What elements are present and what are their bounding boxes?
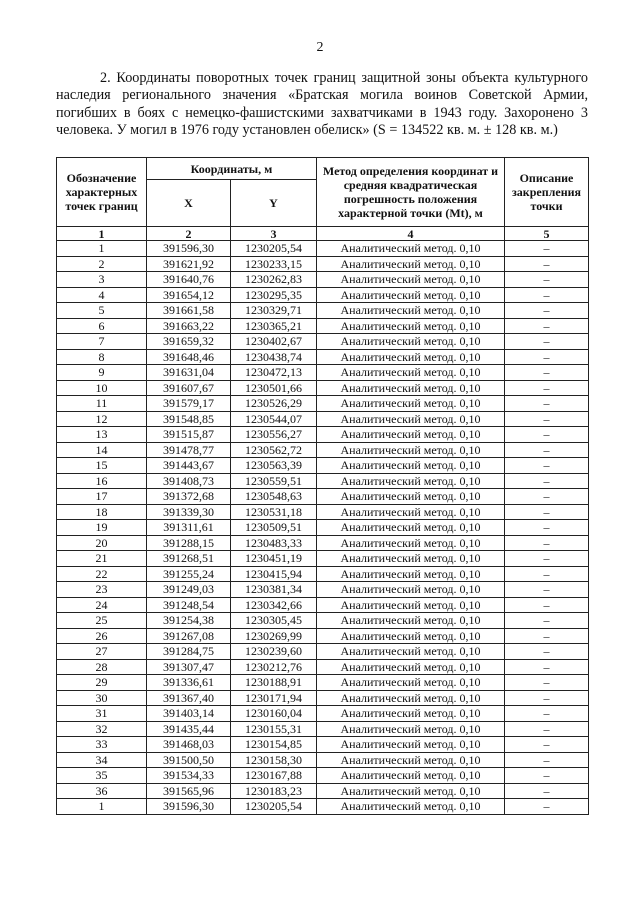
x-coordinate-cell: 391311,61 <box>147 520 231 536</box>
table-row <box>57 303 589 319</box>
point-number-cell: 3 <box>57 272 147 288</box>
description-cell: – <box>505 256 589 272</box>
table-row <box>57 566 589 582</box>
table-row <box>57 706 589 722</box>
point-number-cell: 8 <box>57 349 147 365</box>
method-cell: Аналитический метод. 0,10 <box>317 380 505 396</box>
y-coordinate-cell: 1230269,99 <box>231 628 317 644</box>
y-coordinate-cell: 1230262,83 <box>231 272 317 288</box>
description-cell: – <box>505 520 589 536</box>
table-row <box>57 737 589 753</box>
description-cell: – <box>505 241 589 257</box>
y-coordinate-cell: 1230233,15 <box>231 256 317 272</box>
table-row <box>57 690 589 706</box>
point-number-cell: 27 <box>57 644 147 660</box>
table-row <box>57 287 589 303</box>
y-coordinate-cell: 1230531,18 <box>231 504 317 520</box>
x-coordinate-cell: 391661,58 <box>147 303 231 319</box>
x-coordinate-cell: 391663,22 <box>147 318 231 334</box>
table-row <box>57 396 589 412</box>
description-cell: – <box>505 628 589 644</box>
x-coordinate-cell: 391307,47 <box>147 659 231 675</box>
x-coordinate-cell: 391255,24 <box>147 566 231 582</box>
point-number-cell: 24 <box>57 597 147 613</box>
description-cell: – <box>505 597 589 613</box>
point-number-cell: 33 <box>57 737 147 753</box>
point-number-cell: 14 <box>57 442 147 458</box>
point-number-cell: 22 <box>57 566 147 582</box>
description-cell: – <box>505 473 589 489</box>
description-cell: – <box>505 768 589 784</box>
x-coordinate-cell: 391621,92 <box>147 256 231 272</box>
x-coordinate-cell: 391367,40 <box>147 690 231 706</box>
table-row <box>57 365 589 381</box>
description-cell: – <box>505 458 589 474</box>
x-coordinate-cell: 391515,87 <box>147 427 231 443</box>
y-coordinate-cell: 1230167,88 <box>231 768 317 784</box>
description-cell: – <box>505 411 589 427</box>
method-cell: Аналитический метод. 0,10 <box>317 535 505 551</box>
point-number-cell: 10 <box>57 380 147 396</box>
description-cell: – <box>505 582 589 598</box>
x-coordinate-cell: 391548,85 <box>147 411 231 427</box>
point-number-cell: 25 <box>57 613 147 629</box>
description-cell: – <box>505 799 589 815</box>
header-coordinates: Координаты, м <box>147 158 317 180</box>
description-cell: – <box>505 287 589 303</box>
method-cell: Аналитический метод. 0,10 <box>317 489 505 505</box>
description-cell: – <box>505 675 589 691</box>
column-number: 3 <box>231 227 317 241</box>
y-coordinate-cell: 1230188,91 <box>231 675 317 691</box>
table-row <box>57 799 589 815</box>
method-cell: Аналитический метод. 0,10 <box>317 287 505 303</box>
table-row <box>57 334 589 350</box>
x-coordinate-cell: 391648,46 <box>147 349 231 365</box>
method-cell: Аналитический метод. 0,10 <box>317 721 505 737</box>
y-coordinate-cell: 1230415,94 <box>231 566 317 582</box>
description-cell: – <box>505 303 589 319</box>
column-number: 4 <box>317 227 505 241</box>
table-row <box>57 380 589 396</box>
x-coordinate-cell: 391408,73 <box>147 473 231 489</box>
method-cell: Аналитический метод. 0,10 <box>317 628 505 644</box>
x-coordinate-cell: 391435,44 <box>147 721 231 737</box>
x-coordinate-cell: 391254,38 <box>147 613 231 629</box>
point-number-cell: 2 <box>57 256 147 272</box>
x-coordinate-cell: 391468,03 <box>147 737 231 753</box>
point-number-cell: 30 <box>57 690 147 706</box>
method-cell: Аналитический метод. 0,10 <box>317 504 505 520</box>
y-coordinate-cell: 1230548,63 <box>231 489 317 505</box>
table-row <box>57 442 589 458</box>
x-coordinate-cell: 391284,75 <box>147 644 231 660</box>
x-coordinate-cell: 391372,68 <box>147 489 231 505</box>
y-coordinate-cell: 1230158,30 <box>231 752 317 768</box>
point-number-cell: 12 <box>57 411 147 427</box>
method-cell: Аналитический метод. 0,10 <box>317 613 505 629</box>
point-number-cell: 6 <box>57 318 147 334</box>
method-cell: Аналитический метод. 0,10 <box>317 473 505 489</box>
coordinates-table <box>56 157 589 815</box>
description-cell: – <box>505 272 589 288</box>
description-cell: – <box>505 489 589 505</box>
y-coordinate-cell: 1230171,94 <box>231 690 317 706</box>
description-cell: – <box>505 613 589 629</box>
x-coordinate-cell: 391640,76 <box>147 272 231 288</box>
x-coordinate-cell: 391631,04 <box>147 365 231 381</box>
x-coordinate-cell: 391596,30 <box>147 799 231 815</box>
description-cell: – <box>505 690 589 706</box>
x-coordinate-cell: 391403,14 <box>147 706 231 722</box>
table-row <box>57 628 589 644</box>
x-coordinate-cell: 391249,03 <box>147 582 231 598</box>
table-row <box>57 473 589 489</box>
description-cell: – <box>505 349 589 365</box>
point-number-cell: 29 <box>57 675 147 691</box>
method-cell: Аналитический метод. 0,10 <box>317 303 505 319</box>
y-coordinate-cell: 1230563,39 <box>231 458 317 474</box>
table-body <box>57 241 589 815</box>
y-coordinate-cell: 1230155,31 <box>231 721 317 737</box>
point-number-cell: 7 <box>57 334 147 350</box>
description-cell: – <box>505 396 589 412</box>
method-cell: Аналитический метод. 0,10 <box>317 551 505 567</box>
column-number: 1 <box>57 227 147 241</box>
y-coordinate-cell: 1230305,45 <box>231 613 317 629</box>
table-row <box>57 241 589 257</box>
point-number-cell: 5 <box>57 303 147 319</box>
y-coordinate-cell: 1230483,33 <box>231 535 317 551</box>
point-number-cell: 36 <box>57 783 147 799</box>
point-number-cell: 18 <box>57 504 147 520</box>
description-cell: – <box>505 427 589 443</box>
x-coordinate-cell: 391339,30 <box>147 504 231 520</box>
table-row <box>57 272 589 288</box>
x-coordinate-cell: 391659,32 <box>147 334 231 350</box>
description-cell: – <box>505 380 589 396</box>
x-coordinate-cell: 391500,50 <box>147 752 231 768</box>
x-coordinate-cell: 391478,77 <box>147 442 231 458</box>
description-cell: – <box>505 721 589 737</box>
x-coordinate-cell: 391565,96 <box>147 783 231 799</box>
method-cell: Аналитический метод. 0,10 <box>317 566 505 582</box>
x-coordinate-cell: 391654,12 <box>147 287 231 303</box>
column-number: 5 <box>505 227 589 241</box>
y-coordinate-cell: 1230205,54 <box>231 241 317 257</box>
point-number-cell: 1 <box>57 799 147 815</box>
method-cell: Аналитический метод. 0,10 <box>317 334 505 350</box>
point-number-cell: 9 <box>57 365 147 381</box>
table-row <box>57 520 589 536</box>
x-coordinate-cell: 391534,33 <box>147 768 231 784</box>
y-coordinate-cell: 1230239,60 <box>231 644 317 660</box>
description-cell: – <box>505 334 589 350</box>
description-cell: – <box>505 737 589 753</box>
table-row <box>57 659 589 675</box>
point-number-cell: 31 <box>57 706 147 722</box>
y-coordinate-cell: 1230160,04 <box>231 706 317 722</box>
y-coordinate-cell: 1230472,13 <box>231 365 317 381</box>
method-cell: Аналитический метод. 0,10 <box>317 659 505 675</box>
y-coordinate-cell: 1230381,34 <box>231 582 317 598</box>
method-cell: Аналитический метод. 0,10 <box>317 411 505 427</box>
method-cell: Аналитический метод. 0,10 <box>317 706 505 722</box>
y-coordinate-cell: 1230556,27 <box>231 427 317 443</box>
method-cell: Аналитический метод. 0,10 <box>317 349 505 365</box>
table-row <box>57 489 589 505</box>
y-coordinate-cell: 1230295,35 <box>231 287 317 303</box>
point-number-cell: 16 <box>57 473 147 489</box>
point-number-cell: 17 <box>57 489 147 505</box>
method-cell: Аналитический метод. 0,10 <box>317 256 505 272</box>
header-x: X <box>147 180 231 227</box>
method-cell: Аналитический метод. 0,10 <box>317 365 505 381</box>
description-cell: – <box>505 535 589 551</box>
table-row <box>57 551 589 567</box>
x-coordinate-cell: 391443,67 <box>147 458 231 474</box>
column-number: 2 <box>147 227 231 241</box>
description-cell: – <box>505 706 589 722</box>
method-cell: Аналитический метод. 0,10 <box>317 783 505 799</box>
method-cell: Аналитический метод. 0,10 <box>317 582 505 598</box>
table-row <box>57 675 589 691</box>
y-coordinate-cell: 1230451,19 <box>231 551 317 567</box>
table-row <box>57 349 589 365</box>
description-cell: – <box>505 442 589 458</box>
table-row <box>57 721 589 737</box>
table-row <box>57 504 589 520</box>
description-cell: – <box>505 783 589 799</box>
method-cell: Аналитический метод. 0,10 <box>317 644 505 660</box>
point-number-cell: 21 <box>57 551 147 567</box>
intro-paragraph: 2. Координаты поворотных точек границ защитной зоны объекта культурного наследия регионального значения «Братская могила воинов Советской Армии, погибших в боях с немецко-фашистскими захватчиками в 1943 году. Захоронено 3 человека. У могил в 1976 году установлен обелиск» (S = 134522 кв. м. ± 128 кв. м.) <box>56 70 588 138</box>
header-point-designation: Обозначение характерных точек границ <box>57 158 147 227</box>
table-row <box>57 427 589 443</box>
point-number-cell: 11 <box>57 396 147 412</box>
table-row <box>57 752 589 768</box>
point-number-cell: 32 <box>57 721 147 737</box>
y-coordinate-cell: 1230212,76 <box>231 659 317 675</box>
x-coordinate-cell: 391288,15 <box>147 535 231 551</box>
method-cell: Аналитический метод. 0,10 <box>317 396 505 412</box>
point-number-cell: 23 <box>57 582 147 598</box>
header-y: Y <box>231 180 317 227</box>
point-number-cell: 35 <box>57 768 147 784</box>
method-cell: Аналитический метод. 0,10 <box>317 799 505 815</box>
y-coordinate-cell: 1230559,51 <box>231 473 317 489</box>
page-number: 2 <box>316 40 324 55</box>
x-coordinate-cell: 391579,17 <box>147 396 231 412</box>
method-cell: Аналитический метод. 0,10 <box>317 752 505 768</box>
y-coordinate-cell: 1230365,21 <box>231 318 317 334</box>
description-cell: – <box>505 659 589 675</box>
point-number-cell: 20 <box>57 535 147 551</box>
point-number-cell: 15 <box>57 458 147 474</box>
table-row <box>57 597 589 613</box>
description-cell: – <box>505 752 589 768</box>
x-coordinate-cell: 391268,51 <box>147 551 231 567</box>
method-cell: Аналитический метод. 0,10 <box>317 675 505 691</box>
point-number-cell: 4 <box>57 287 147 303</box>
table-row <box>57 256 589 272</box>
description-cell: – <box>505 644 589 660</box>
point-number-cell: 19 <box>57 520 147 536</box>
table-row <box>57 535 589 551</box>
method-cell: Аналитический метод. 0,10 <box>317 520 505 536</box>
x-coordinate-cell: 391607,67 <box>147 380 231 396</box>
x-coordinate-cell: 391267,08 <box>147 628 231 644</box>
method-cell: Аналитический метод. 0,10 <box>317 241 505 257</box>
description-cell: – <box>505 566 589 582</box>
method-cell: Аналитический метод. 0,10 <box>317 442 505 458</box>
y-coordinate-cell: 1230438,74 <box>231 349 317 365</box>
y-coordinate-cell: 1230205,54 <box>231 799 317 815</box>
description-cell: – <box>505 551 589 567</box>
table-row <box>57 411 589 427</box>
table-row <box>57 458 589 474</box>
table-row <box>57 644 589 660</box>
y-coordinate-cell: 1230562,72 <box>231 442 317 458</box>
method-cell: Аналитический метод. 0,10 <box>317 737 505 753</box>
method-cell: Аналитический метод. 0,10 <box>317 458 505 474</box>
point-number-cell: 1 <box>57 241 147 257</box>
y-coordinate-cell: 1230544,07 <box>231 411 317 427</box>
method-cell: Аналитический метод. 0,10 <box>317 690 505 706</box>
table-row <box>57 783 589 799</box>
y-coordinate-cell: 1230509,51 <box>231 520 317 536</box>
method-cell: Аналитический метод. 0,10 <box>317 272 505 288</box>
method-cell: Аналитический метод. 0,10 <box>317 427 505 443</box>
description-cell: – <box>505 504 589 520</box>
y-coordinate-cell: 1230342,66 <box>231 597 317 613</box>
table-row <box>57 582 589 598</box>
header-description: Описание закрепления точки <box>505 158 589 227</box>
description-cell: – <box>505 318 589 334</box>
table-row <box>57 768 589 784</box>
y-coordinate-cell: 1230402,67 <box>231 334 317 350</box>
point-number-cell: 34 <box>57 752 147 768</box>
method-cell: Аналитический метод. 0,10 <box>317 768 505 784</box>
table-row <box>57 613 589 629</box>
description-cell: – <box>505 365 589 381</box>
method-cell: Аналитический метод. 0,10 <box>317 597 505 613</box>
point-number-cell: 26 <box>57 628 147 644</box>
point-number-cell: 13 <box>57 427 147 443</box>
y-coordinate-cell: 1230526,29 <box>231 396 317 412</box>
x-coordinate-cell: 391248,54 <box>147 597 231 613</box>
x-coordinate-cell: 391336,61 <box>147 675 231 691</box>
y-coordinate-cell: 1230183,23 <box>231 783 317 799</box>
x-coordinate-cell: 391596,30 <box>147 241 231 257</box>
table-row <box>57 318 589 334</box>
point-number-cell: 28 <box>57 659 147 675</box>
y-coordinate-cell: 1230501,66 <box>231 380 317 396</box>
header-method: Метод определения координат и средняя квадратическая погрешность положения характерной точки (Mt), м <box>317 158 505 227</box>
y-coordinate-cell: 1230329,71 <box>231 303 317 319</box>
y-coordinate-cell: 1230154,85 <box>231 737 317 753</box>
method-cell: Аналитический метод. 0,10 <box>317 318 505 334</box>
